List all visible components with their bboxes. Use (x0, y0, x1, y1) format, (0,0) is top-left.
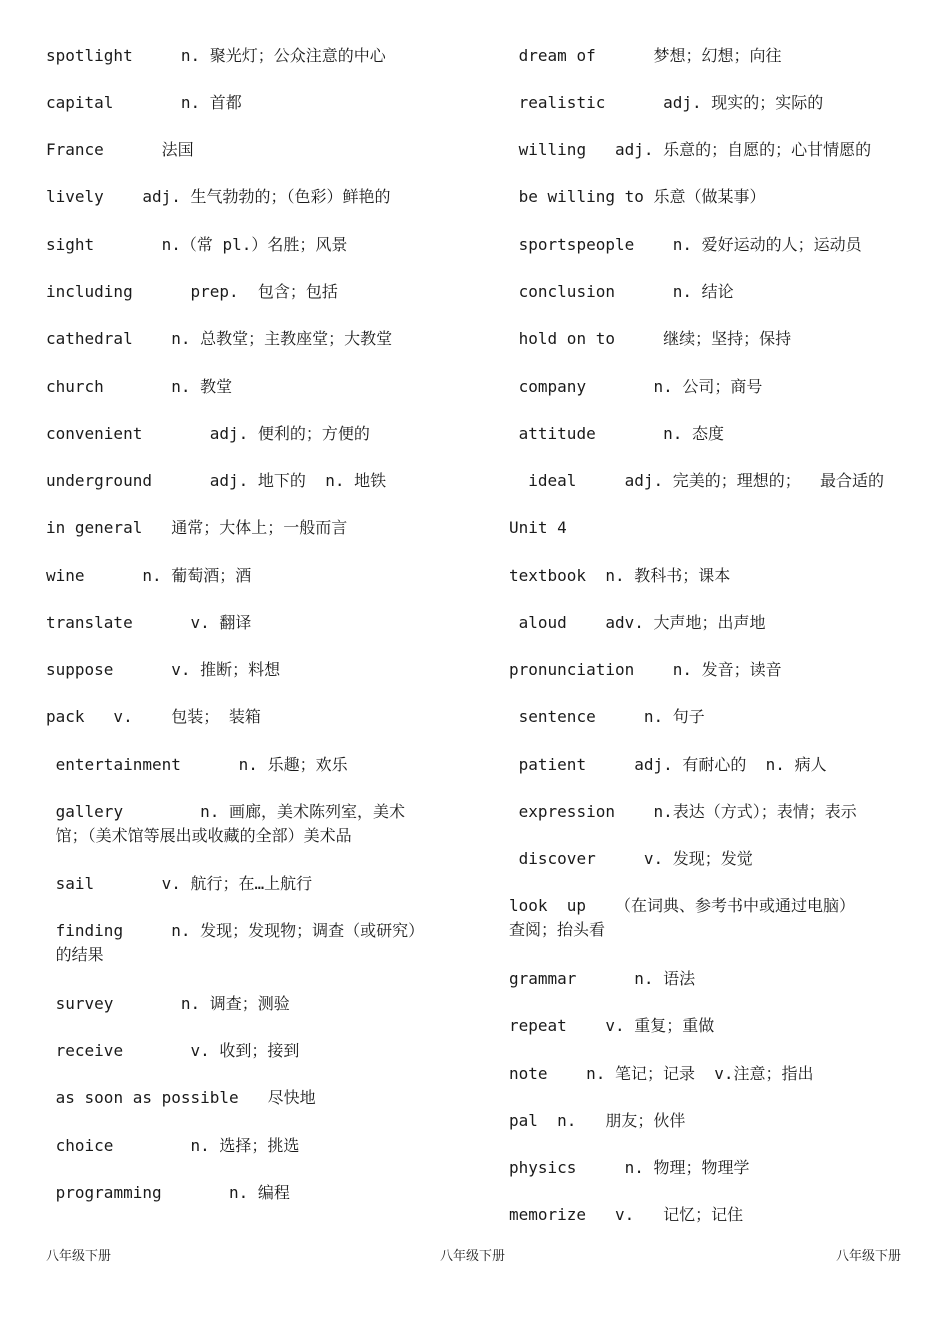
vocab-entry: France 法国 (46, 140, 194, 159)
vocab-entry: finding n. 发现；发现物；调查（或研究） 的结果 (55, 921, 425, 964)
vocab-entry: suppose v. 推断；料想 (46, 660, 281, 679)
vocab-entry: including prep. 包含；包括 (46, 282, 338, 301)
vocab-entry: discover v. 发现；发觉 (509, 849, 753, 868)
vocab-entry: underground adj. 地下的 n. 地铁 (46, 471, 387, 490)
vocab-entry: hold on to 继续；坚持；保持 (509, 329, 792, 348)
vocab-entry: aloud adv. 大声地；出声地 (509, 613, 766, 632)
vocab-entry: pronunciation n. 发音；读音 (509, 660, 782, 679)
vocab-entry: note n. 笔记；记录 v.注意；指出 (509, 1064, 814, 1083)
vocab-entry: sentence n. 句子 (509, 707, 705, 726)
vocab-entry: grammar n. 语法 (509, 969, 696, 988)
vocab-entry: company n. 公司；商号 (509, 377, 763, 396)
footer-center: 八年级下册 (440, 1249, 506, 1264)
vocab-entry: dream of 梦想；幻想；向往 (509, 46, 782, 65)
vocab-entry: wine n. 葡萄酒；酒 (46, 566, 252, 585)
vocab-entry: church n. 教堂 (46, 377, 233, 396)
vocab-entry: physics n. 物理；物理学 (509, 1158, 750, 1177)
footer-left: 八年级下册 (46, 1249, 112, 1264)
vocab-entry: be willing to 乐意（做某事） (509, 187, 766, 206)
vocab-entry: in general 通常；大体上；一般而言 (46, 518, 348, 537)
vocab-entry: sportspeople n. 爱好运动的人；运动员 (509, 235, 862, 254)
footer-right: 八年级下册 (836, 1249, 902, 1264)
vocab-entry: as soon as possible 尽快地 (46, 1088, 316, 1107)
vocab-entry: realistic adj. 现实的；实际的 (509, 93, 824, 112)
vocab-entry: patient adj. 有耐心的 n. 病人 (509, 755, 827, 774)
vocab-entry: look up （在词典、参考书中或通过电脑） 查阅；抬头看 (509, 896, 855, 939)
vocab-entry: expression n.表达（方式）；表情；表示 (509, 802, 857, 821)
vocab-entry: spotlight n. 聚光灯；公众注意的中心 (46, 46, 386, 65)
vocab-entry: translate v. 翻译 (46, 613, 252, 632)
unit-heading: Unit 4 (509, 518, 567, 537)
vocab-entry: sight n.（常 pl.）名胜；风景 (46, 235, 348, 254)
vocab-entry: gallery n. 画廊，美术陈列室，美术 馆；（美术馆等展出或收藏的全部）美术品 (55, 802, 406, 845)
vocab-entry: willing adj. 乐意的；自愿的；心甘情愿的 (509, 140, 872, 159)
vocab-entry: entertainment n. 乐趣；欢乐 (46, 755, 348, 774)
vocab-entry: receive v. 收到；接到 (46, 1041, 300, 1060)
vocab-entry: attitude n. 态度 (509, 424, 725, 443)
vocab-entry: programming n. 编程 (46, 1183, 290, 1202)
vocab-entry: memorize v. 记忆；记住 (509, 1205, 744, 1224)
vocab-entry: convenient adj. 便利的；方便的 (46, 424, 370, 443)
vocab-entry: cathedral n. 总教堂；主教座堂；大教堂 (46, 329, 393, 348)
vocab-entry: lively adj. 生气勃勃的；（色彩）鲜艳的 (46, 187, 391, 206)
vocab-entry: textbook n. 教科书；课本 (509, 566, 731, 585)
vocab-entry: conclusion n. 结论 (509, 282, 734, 301)
vocab-entry: pack v. 包装； 装箱 (46, 707, 261, 726)
vocab-entry: pal n. 朋友；伙伴 (509, 1111, 686, 1130)
vocab-entry: survey n. 调查；测验 (46, 994, 290, 1013)
vocab-entry: ideal adj. 完美的；理想的； 最合适的 (509, 471, 885, 490)
vocab-entry: sail v. 航行；在…上航行 (46, 874, 313, 893)
vocab-entry: choice n. 选择；挑选 (46, 1136, 300, 1155)
vocab-entry: capital n. 首都 (46, 93, 242, 112)
vocab-entry: repeat v. 重复；重做 (509, 1016, 715, 1035)
